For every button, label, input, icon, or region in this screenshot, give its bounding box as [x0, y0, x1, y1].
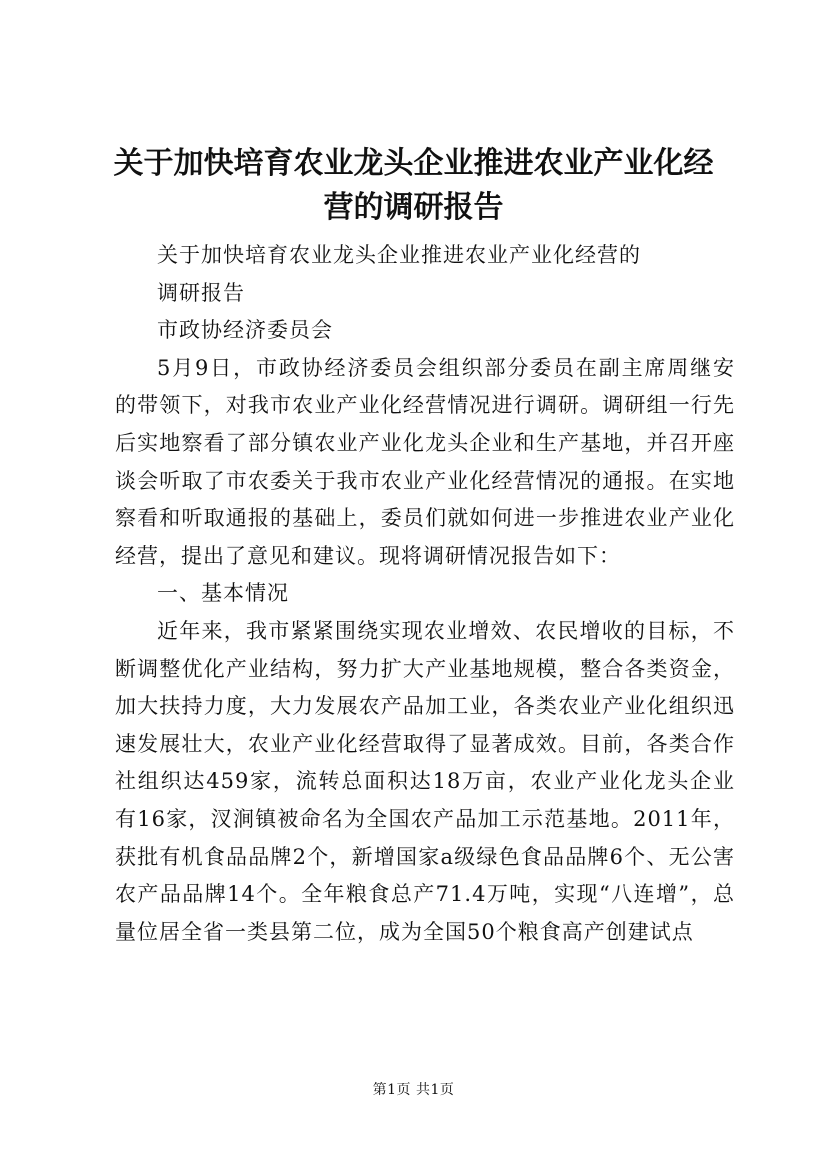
document-title: 关于加快培育农业龙头企业推进农业产业化经营的调研报告: [113, 146, 714, 225]
document-body: [115, 237, 735, 951]
section-heading: 一、基本情况: [157, 581, 289, 606]
basic-situation-paragraph: 近年来，我市紧紧围绕实现农业增效、农民增收的目标，不断调整优化产业结构，努力扩大产业基地规模，整合各类资金，加大扶持力度，大力发展农产品加工业，各类农业产业化组织迅速发展壮大，农业产业化经营取得了显著成效。目前，各类合作社组织达459家，流转总面积达18万亩，农业产业化龙头企业有16家，汊涧镇被命名为全国农产品加工示范基地。2011年，获批有机食品品牌2个，新增国家a级绿色食品品牌6个、无公害农产品品牌14个。全年粮食总产71.4万吨，实现“八连增”，总量位居全省一类县第二位，成为全国50个粮食高产创建试点: [115, 618, 735, 944]
intro-paragraph: 5月9日，市政协经济委员会组织部分委员在副主席周继安的带领下，对我市农业产业化经营情况进行调研。调研组一行先后实地察看了部分镇农业产业化龙头企业和生产基地，并召开座谈会听取了市农委关于我市农业产业化经营情况的通报。在实地察看和听取通报的基础上，委员们就如何进一步推进农业产业化经营，提出了意见和建议。现将调研情况报告如下：: [115, 355, 735, 568]
subtitle-line-1: 关于加快培育农业龙头企业推进农业产业化经营的: [157, 243, 641, 267]
subtitle-line-2: 调研报告: [157, 280, 245, 305]
page-footer: 第1页 共1页: [372, 1082, 455, 1098]
author-line: 市政协经济委员会: [157, 318, 333, 343]
